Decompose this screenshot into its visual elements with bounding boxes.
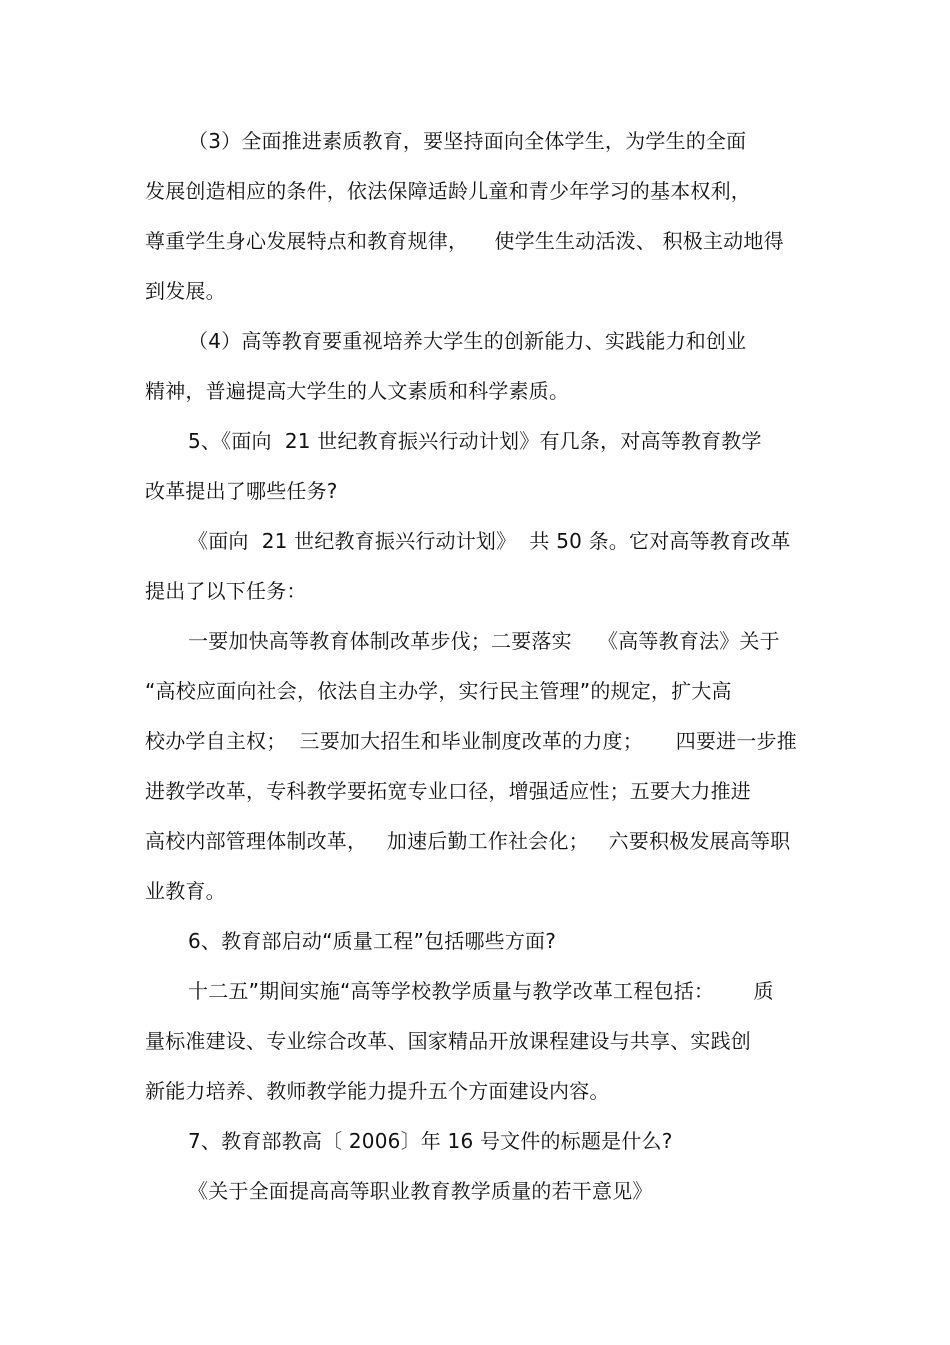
text-line: （3）全面推进素质教育，要坚持面向全体学生，为学生的全面	[188, 129, 747, 153]
text-line: 校办学自主权； 三要加大招生和毕业制度改革的力度； 四要进一步推	[145, 729, 797, 753]
text-line: 新能力培养、教师教学能力提升五个方面建设内容。	[145, 1079, 610, 1103]
text-line: 量标准建设、专业综合改革、国家精品开放课程建设与共享、实践创	[145, 1029, 751, 1053]
text-line: 精神，普遍提高大学生的人文素质和科学素质。	[145, 379, 570, 403]
text-line: 尊重学生身心发展特点和教育规律， 使学生生动活泼、 积极主动地得	[145, 229, 784, 253]
text-line: （4）高等教育要重视培养大学生的创新能力、实践能力和创业	[188, 329, 747, 353]
question-heading: 改革提出了哪些任务?	[145, 479, 338, 503]
text-line: 到发展。	[145, 279, 226, 303]
question-heading: 7、教育部教高〔 2006〕年 16 号文件的标题是什么?	[188, 1129, 673, 1153]
text-line: 一要加快高等教育体制改革步伐；二要落实 《高等教育法》关于	[188, 629, 780, 653]
text-line: “高校应面向社会，依法自主办学，实行民主管理”的规定，扩大高	[145, 679, 732, 703]
text-line: 进教学改革，专科教学要拓宽专业口径，增强适应性；五要大力推进	[145, 779, 751, 803]
text-line: 提出了以下任务：	[145, 579, 307, 603]
question-heading: 6、教育部启动“质量工程”包括哪些方面?	[188, 929, 557, 953]
question-heading: 5、《面向 21 世纪教育振兴行动计划》有几条，对高等教育教学	[188, 429, 762, 453]
text-line: 发展创造相应的条件，依法保障适龄儿童和青少年学习的基本权利，	[145, 179, 751, 203]
text-line: 业教育。	[145, 879, 226, 903]
text-line: 《面向 21 世纪教育振兴行动计划》 共 50 条。它对高等教育改革	[188, 529, 791, 553]
text-line: 高校内部管理体制改革， 加速后勤工作社会化； 六要积极发展高等职	[145, 829, 791, 853]
text-line: 十二五”期间实施“高等学校教学质量与教学改革工程包括： 质	[188, 979, 774, 1003]
text-line: 《关于全面提高高等职业教育教学质量的若干意见》	[188, 1179, 653, 1203]
